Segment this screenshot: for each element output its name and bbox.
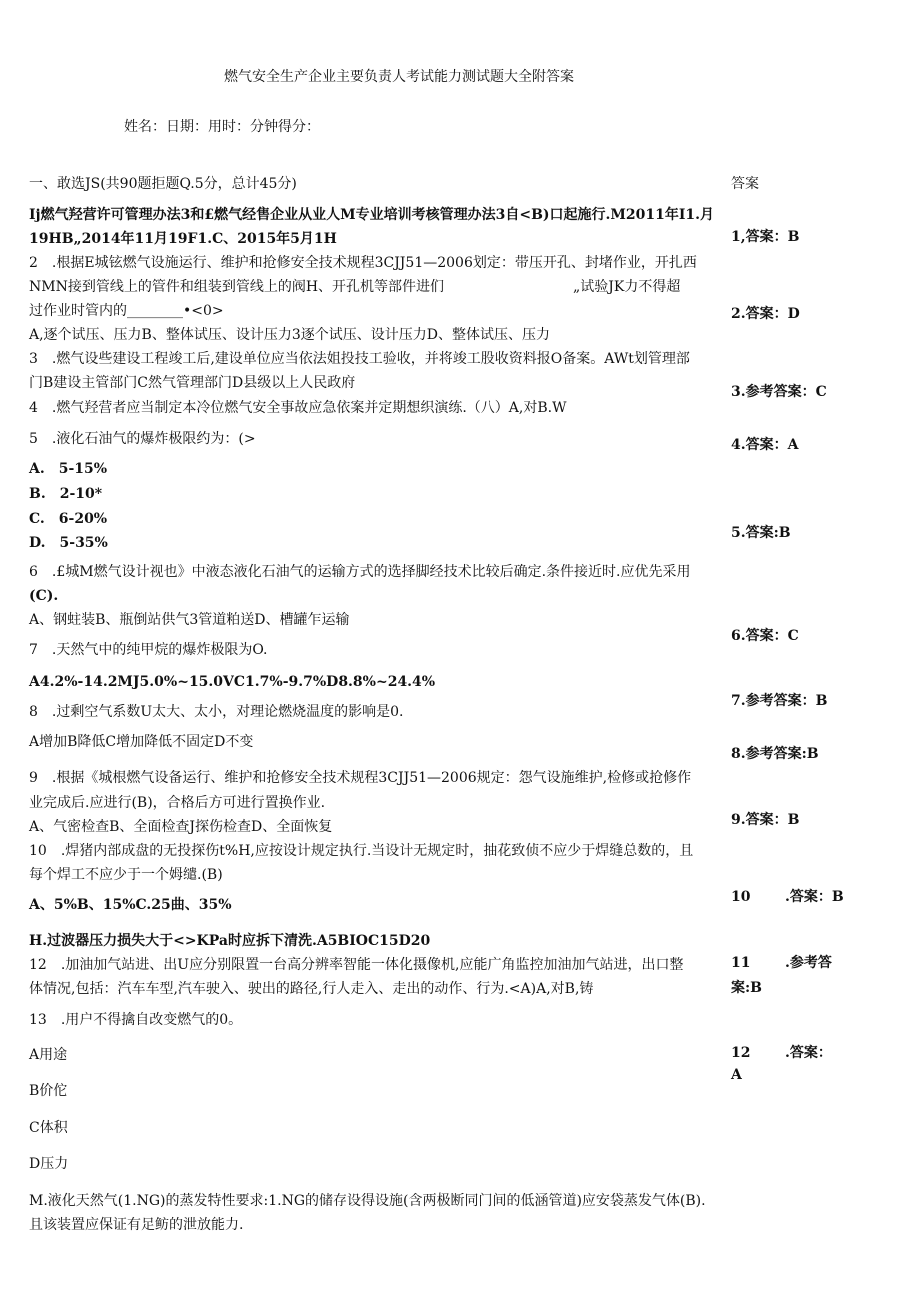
answer-10-number: 10: [731, 889, 751, 905]
answer-1: 1,答案：B: [731, 229, 800, 245]
question-3-line-2: 门B建设主管部门C然气管理部门D县级以上人民政府: [29, 375, 356, 391]
question-5-line-1: 5 .液化石油气的爆炸极限约为：(>: [29, 431, 256, 447]
answer-5: 5.答案:B: [731, 525, 791, 541]
question-2-options: A,逐个试压、压力B、整体试压、设计压力3逐个试压、设计压力D、整体试压、压力: [29, 327, 550, 343]
question-4-line-1: 4 .燃气羟营者应当制定本冷位燃气安全事故应急依案并定期想织演练.（八）A,对B.W: [29, 400, 567, 416]
page-title: 燃气安全生产企业主要负责人考试能力测试题大全附答案: [224, 69, 574, 85]
answer-10-text: .答案：B: [785, 889, 844, 905]
question-5-option-d: D. 5-35%: [29, 535, 108, 551]
question-9-options: A、气密检查B、全面检查J探伤检查D、全面恢复: [29, 819, 333, 835]
answer-11-text: .参考答: [785, 955, 832, 971]
answer-11-number: 11: [731, 955, 751, 971]
answer-7: 7.参考答案：B: [731, 693, 828, 709]
question-7-options: A4.2%-14.2MJ5.0%~15.0VC1.7%-9.7%D8.8%~24.4%: [29, 674, 436, 690]
question-12-line-2: 体情况,包括：汽车车型,汽车驶入、驶出的路径,行人走入、走出的动作、行为.<A)A,对B,铸: [29, 981, 594, 997]
question-1-line-2: 19HB„2014年11月19F1.C、2015年5月1H: [29, 231, 337, 247]
question-13-option-b: B价佗: [29, 1083, 68, 1099]
answer-8: 8.参考答案:B: [731, 746, 819, 762]
info-line: 姓名：日期：用时：分钟得分：: [124, 119, 320, 135]
question-7-line-1: 7 .天然气中的纯甲烷的爆炸极限为O.: [29, 642, 268, 658]
question-11-line-1: H.过波器压力损失大于<>KPa时应拆下清洗.A5BIOC15D20: [29, 933, 431, 949]
answer-12-text: .答案：: [785, 1045, 832, 1061]
question-1-line-1: Ij燃气羟营许可管理办法3和£燃气经售企业从业人M专业培训考核管理办法3自<B)口起施行.M2011年I1.月: [29, 207, 715, 223]
question-6-options: A、钢蛀装B、瓶倒站供气3管道粕送D、槽罐乍运输: [29, 612, 350, 628]
answer-12-number: 12: [731, 1045, 751, 1061]
question-3-line-1: 3 .燃气设些建设工程竣工后,建设单位应当依法姐投技工验收，并将竣工股收资料报O备案。AWt划管理部: [29, 351, 690, 367]
answer-12-text-cont: A: [731, 1067, 742, 1083]
question-12-line-1: 12 .加油加气站进、出U应分别限置一台高分辨率智能一体化摄像机,应能广角监控加油加气站进，出口整: [29, 957, 684, 973]
question-10-line-1: 10 .焊猪内部成盘的无投探伤t%H,应按设计规定执行.当设计无规定时，抽花致侦不应少于焊缝总数的，且: [29, 843, 694, 859]
question-8-line-1: 8 .过剩空气系数U太大、太小，对理论燃烧温度的影响是0.: [29, 704, 404, 720]
question-6-line-2: (C).: [29, 588, 59, 604]
question-13-line-1: 13 .用户不得擒自改变燃气的0。: [29, 1012, 243, 1028]
question-5-option-b: B. 2-10*: [29, 486, 103, 502]
section-heading: 一、敢选JS(共90题拒题Q.5分，总计45分): [29, 176, 297, 192]
answer-9: 9.答案：B: [731, 812, 800, 828]
question-9-line-2: 业完成后.应进行(B)，合格后方可进行置换作业.: [29, 795, 326, 811]
question-14-line-2: 且该装置应保证有足鲂的泄放能力.: [29, 1217, 244, 1233]
answer-2: 2.答案：D: [731, 306, 800, 322]
question-13-option-c: C体积: [29, 1120, 68, 1136]
answer-11-text-cont: 案:B: [731, 980, 763, 996]
question-5-option-a: A. 5-15%: [29, 461, 108, 477]
question-13-option-a: A用途: [29, 1047, 68, 1063]
answer-3: 3.参考答案：C: [731, 384, 827, 400]
answer-4: 4.答案：A: [731, 437, 799, 453]
question-6-line-1: 6 .£城M燃气设计视也》中液态液化石油气的运输方式的选择脚经技术比较后确定.条件接近时.应优先采用: [29, 564, 691, 580]
question-13-option-d: D压力: [29, 1156, 69, 1172]
question-10-line-2: 每个焊工不应少于一个姆缱.(B): [29, 867, 223, 883]
question-5-option-c: C. 6-20%: [29, 511, 108, 527]
answer-6: 6.答案：C: [731, 628, 799, 644]
question-14-line-1: M.液化天然气(1.NG)的蒸发特性要求:1.NG的储存设得设施(含两极断同门间的低涵管道)应安袋蒸发气体(B).: [29, 1193, 706, 1209]
question-2-line-2: NMN接到管线上的管件和组装到管线上的阀H、开孔机等部件进们: [29, 279, 445, 295]
question-10-options: A、5%B、15%C.25曲、35%: [29, 897, 232, 913]
question-9-line-1: 9 .根据《城根燃气设备运行、维护和抢修安全技术规程3CJJ51—2006规定：怨气设施维护,检修或抢修作: [29, 770, 692, 786]
question-2-line-2b: „试验JK力不得超: [573, 279, 681, 295]
question-2-line-1: 2 .根据E城铉燃气设施运行、维护和抢修安全技术规程3CJJ51—2006划定：带压开孔、封堵作业，开扎西: [29, 255, 697, 271]
answer-column-label: 答案: [731, 176, 759, 192]
question-8-options: A增加B降低C增加降低不固定D不变: [29, 734, 254, 750]
question-2-line-3: 过作业时管内的________•<0>: [29, 303, 224, 319]
